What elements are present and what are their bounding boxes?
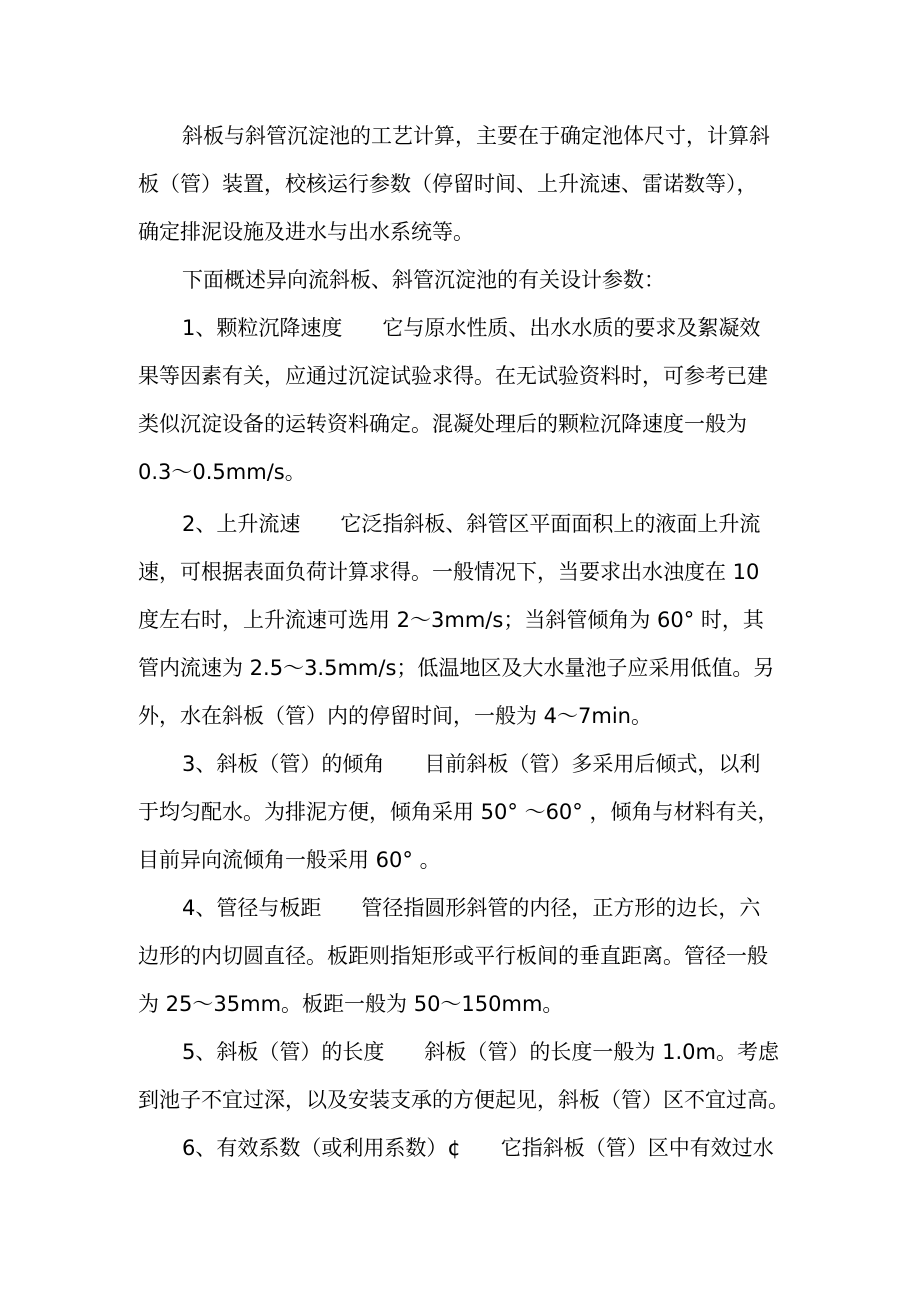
text-line: 板（管）装置，校核运行参数（停留时间、上升流速、雷诺数等），	[138, 172, 758, 196]
text-line: 管内流速为 2.5～3.5mm/s；低温地区及大水量池子应采用低值。另	[138, 656, 775, 680]
text-line: 确定排泥设施及进水与出水系统等。	[138, 220, 474, 244]
text-line: 度左右时，上升流速可选用 2～3mm/s；当斜管倾角为 60° 时，其	[138, 608, 764, 632]
text-line: 0.3～0.5mm/s。	[138, 460, 306, 484]
text-line: 目前异向流倾角一般采用 60° 。	[138, 848, 441, 872]
text-line: 速，可根据表面负荷计算求得。一般情况下，当要求出水浊度在 10	[138, 560, 760, 584]
text-line: 类似沉淀设备的运转资料确定。混凝处理后的颗粒沉降速度一般为	[138, 412, 747, 436]
text-line: 6、有效系数（或利用系数）¢ 它指斜板（管）区中有效过水	[182, 1136, 774, 1160]
text-line: 5、斜板（管）的长度 斜板（管）的长度一般为 1.0m。考虑	[182, 1040, 779, 1064]
text-line: 斜板与斜管沉淀池的工艺计算，主要在于确定池体尺寸，计算斜	[182, 124, 770, 148]
text-line: 3、斜板（管）的倾角 目前斜板（管）多采用后倾式，以利	[182, 752, 761, 776]
text-line: 2、上升流速 它泛指斜板、斜管区平面面积上的液面上升流	[182, 512, 761, 536]
text-line: 下面概述异向流斜板、斜管沉淀池的有关设计参数：	[182, 268, 665, 292]
text-line: 1、颗粒沉降速度 它与原水性质、出水水质的要求及絮凝效	[182, 316, 761, 340]
text-line: 果等因素有关，应通过沉淀试验求得。在无试验资料时，可参考已建	[138, 364, 768, 388]
text-line: 于均匀配水。为排泥方便，倾角采用 50° ～60° ，倾角与材料有关，	[138, 800, 779, 824]
text-line: 到池子不宜过深，以及安装支承的方便起见，斜板（管）区不宜过高。	[138, 1088, 789, 1112]
text-line: 外，水在斜板（管）内的停留时间，一般为 4～7min。	[138, 704, 652, 728]
text-line: 边形的内切圆直径。板距则指矩形或平行板间的垂直距离。管径一般	[138, 944, 768, 968]
text-line: 为 25～35mm。板距一般为 50～150mm。	[138, 992, 564, 1016]
text-line: 4、管径与板距 管径指圆形斜管的内径，正方形的边长，六	[182, 896, 761, 920]
